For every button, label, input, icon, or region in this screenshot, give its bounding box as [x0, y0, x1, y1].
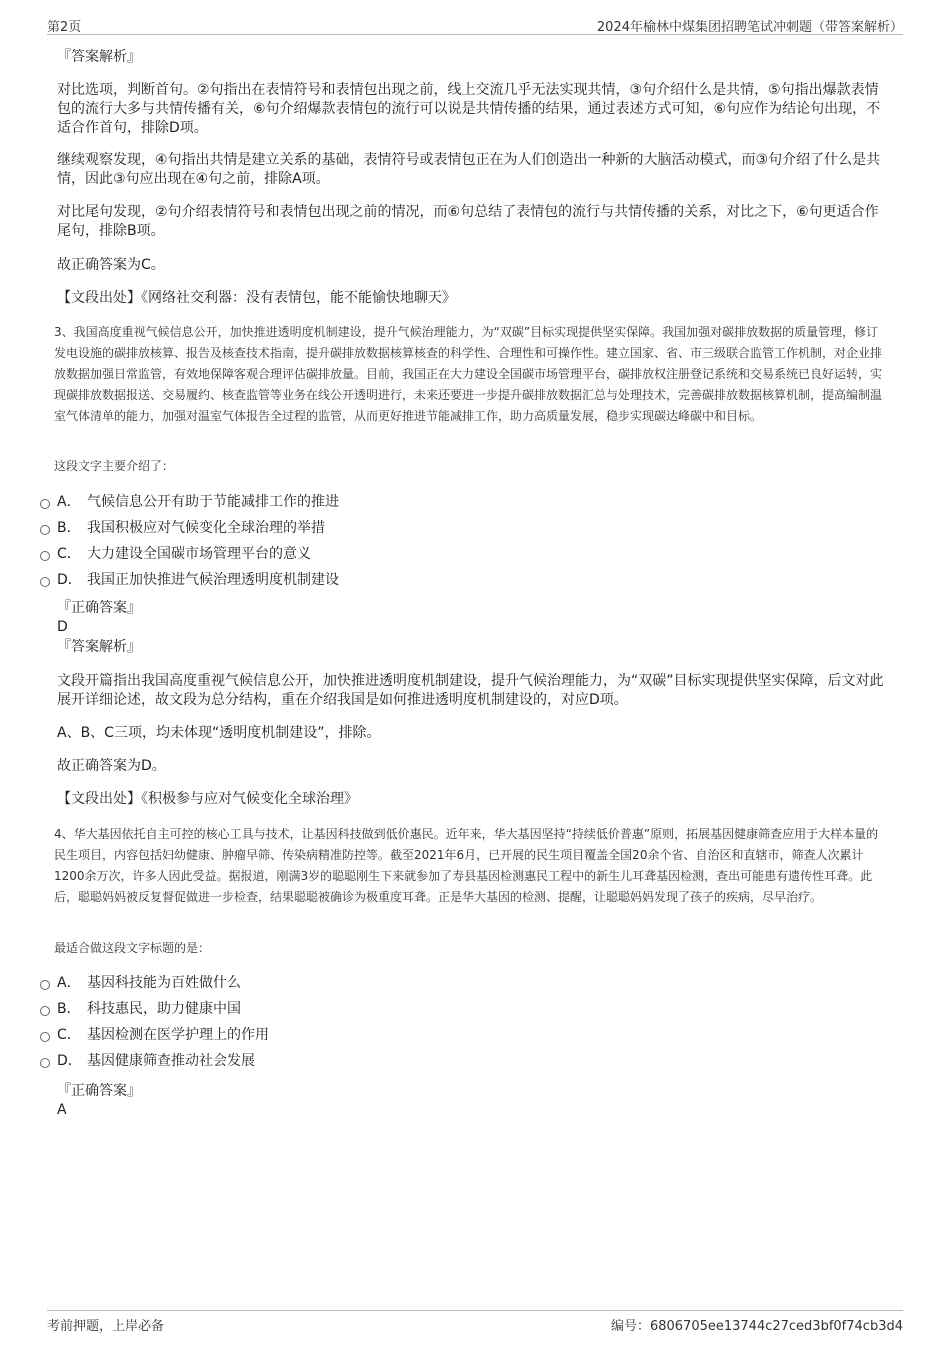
q4-question: 最适合做这段文字标题的是：	[54, 941, 211, 955]
radio-icon[interactable]	[40, 1058, 50, 1068]
q2-analysis-paragraph-2: 继续观察发现，④句指出共情是建立关系的基础，表情符号或表情包正在为人们创造出一种新的大脑活动模式，而③句介绍了什么是共情，因此③句应出现在④句之前，排除A项。	[57, 152, 881, 187]
radio-icon[interactable]	[40, 551, 50, 561]
radio-icon[interactable]	[40, 577, 50, 587]
q4-option-b[interactable]: B． 科技惠民，助力健康中国	[0, 996, 880, 1022]
q2-source: 【文段出处】《网络社交利器：没有表情包，能不能愉快地聊天》	[57, 290, 456, 306]
q4-answer-label: 『正确答案』	[57, 1083, 141, 1099]
q2-analysis-paragraph-3: 对比尾句发现，②句介绍表情符号和表情包出现之前的情况，而⑥句总结了表情包的流行与共情传播的关系，对比之下，⑥句更适合作尾句，排除B项。	[57, 204, 879, 239]
q3-analysis-paragraph-1: 文段开篇指出我国高度重视气候信息公开，加快推进透明度机制建设，提升气候治理能力，为“双碳”目标实现提供坚实保障，后文对此展开详细论述，故文段为总分结构，重在介绍我国是如何推进透明度机制建设的，对应D项。	[57, 673, 884, 708]
radio-icon[interactable]	[40, 525, 50, 535]
page-footer	[47, 1310, 903, 1335]
radio-icon[interactable]	[40, 1006, 50, 1016]
q2-analysis-label: 『答案解析』	[57, 49, 141, 65]
document-title: 2024年榆林中煤集团招聘笔试冲刺题（带答案解析）	[596, 20, 903, 35]
q3-analysis-label: 『答案解析』	[57, 639, 141, 655]
q3-question: 这段文字主要介绍了：	[54, 459, 175, 473]
q3-answer-label: 『正确答案』	[57, 600, 141, 616]
q2-conclusion: 故正确答案为C。	[57, 257, 165, 273]
q4-option-a[interactable]: A． 基因科技能为百姓做什么	[0, 970, 880, 996]
radio-icon[interactable]	[40, 499, 50, 509]
q3-answer: D	[57, 619, 68, 635]
q4-answer: A	[57, 1102, 67, 1118]
radio-icon[interactable]	[40, 980, 50, 990]
radio-icon[interactable]	[40, 1032, 50, 1042]
q3-stem: 3、我国高度重视气候信息公开，加快推进透明度机制建设，提升气候治理能力，为“双碳”目标实现提供坚实保障。我国加强对碳排放数据的质量管理，修订发电设施的碳排放核算、报告及核查技术指南，提升碳排放数据核算核查的科学性、合理性和可操作性。建立国家、省、市三级联合监管工作机制，对企业排放数据加强日常监管，有效地保障客观合理评估碳排放量。目前，我国正在大力建设全国碳市场管理平台，碳排放权注册登记系统和交易系统已良好运转，实现碳排放数据报送、交易履约、核查监管等业务在线公开透明进行，未来还要进一步提升碳排放数据汇总与处理技术，完善碳排放数据核算机制，提高编制温室气体清单的能力，加强对温室气体报告全过程的监管，从而更好推进节能减排工作，助力高质量发展，稳步实现碳达峰碳中和目标。	[54, 325, 883, 423]
document-code: 编号：6806705ee13744c27ced3bf0f74cb3d4	[610, 1319, 903, 1334]
page-header	[47, 14, 903, 35]
q4-option-c[interactable]: C． 基因检测在医学护理上的作用	[0, 1022, 880, 1048]
q3-option-a[interactable]: A． 气候信息公开有助于节能减排工作的推进	[0, 489, 880, 515]
q3-analysis-paragraph-2: A、B、C三项，均未体现“透明度机制建设”，排除。	[57, 725, 381, 741]
q3-options	[0, 489, 880, 593]
q3-option-c[interactable]: C． 大力建设全国碳市场管理平台的意义	[0, 541, 880, 567]
footer-slogan: 考前押题，上岸必备	[47, 1319, 165, 1334]
q4-options	[0, 970, 880, 1074]
q3-source: 【文段出处】《积极参与应对气候变化全球治理》	[57, 791, 358, 807]
q3-conclusion: 故正确答案为D。	[57, 758, 166, 774]
page-number: 第2页	[47, 20, 82, 35]
q2-analysis-paragraph-1: 对比选项，判断首句。②句指出在表情符号和表情包出现之前，线上交流几乎无法实现共情，③句介绍什么是共情，⑤句指出爆款表情包的流行大多与共情传播有关，⑥句介绍爆款表情包的流行可以说是共情传播的结果，通过表述方式可知，⑥句应作为结论句出现，不适合作首句，排除D项。	[57, 82, 881, 136]
q3-option-b[interactable]: B． 我国积极应对气候变化全球治理的举措	[0, 515, 880, 541]
q4-stem: 4、华大基因依托自主可控的核心工具与技术，让基因科技做到低价惠民。近年来，华大基因坚持“持续低价普惠”原则，拓展基因健康筛查应用于大样本量的民生项目，内容包括妇幼健康、肿瘤早筛、传染病精准防控等。截至2021年6月，已开展的民生项目覆盖全国20余个省、自治区和直辖市，筛查人次累计1200余万次，许多人因此受益。据报道，刚满3岁的聪聪刚生下来就参加了寿县基因检测惠民工程中的新生儿耳聋基因检测，查出可能患有遗传性耳聋。此后，聪聪妈妈被反复督促做进一步检查，结果聪聪被确诊为极重度耳聋。正是华大基因的检测、提醒，让聪聪妈妈发现了孩子的疾病，尽早治疗。	[54, 827, 879, 904]
q4-option-d[interactable]: D． 基因健康筛查推动社会发展	[0, 1048, 880, 1074]
q3-option-d[interactable]: D． 我国正加快推进气候治理透明度机制建设	[0, 567, 880, 593]
